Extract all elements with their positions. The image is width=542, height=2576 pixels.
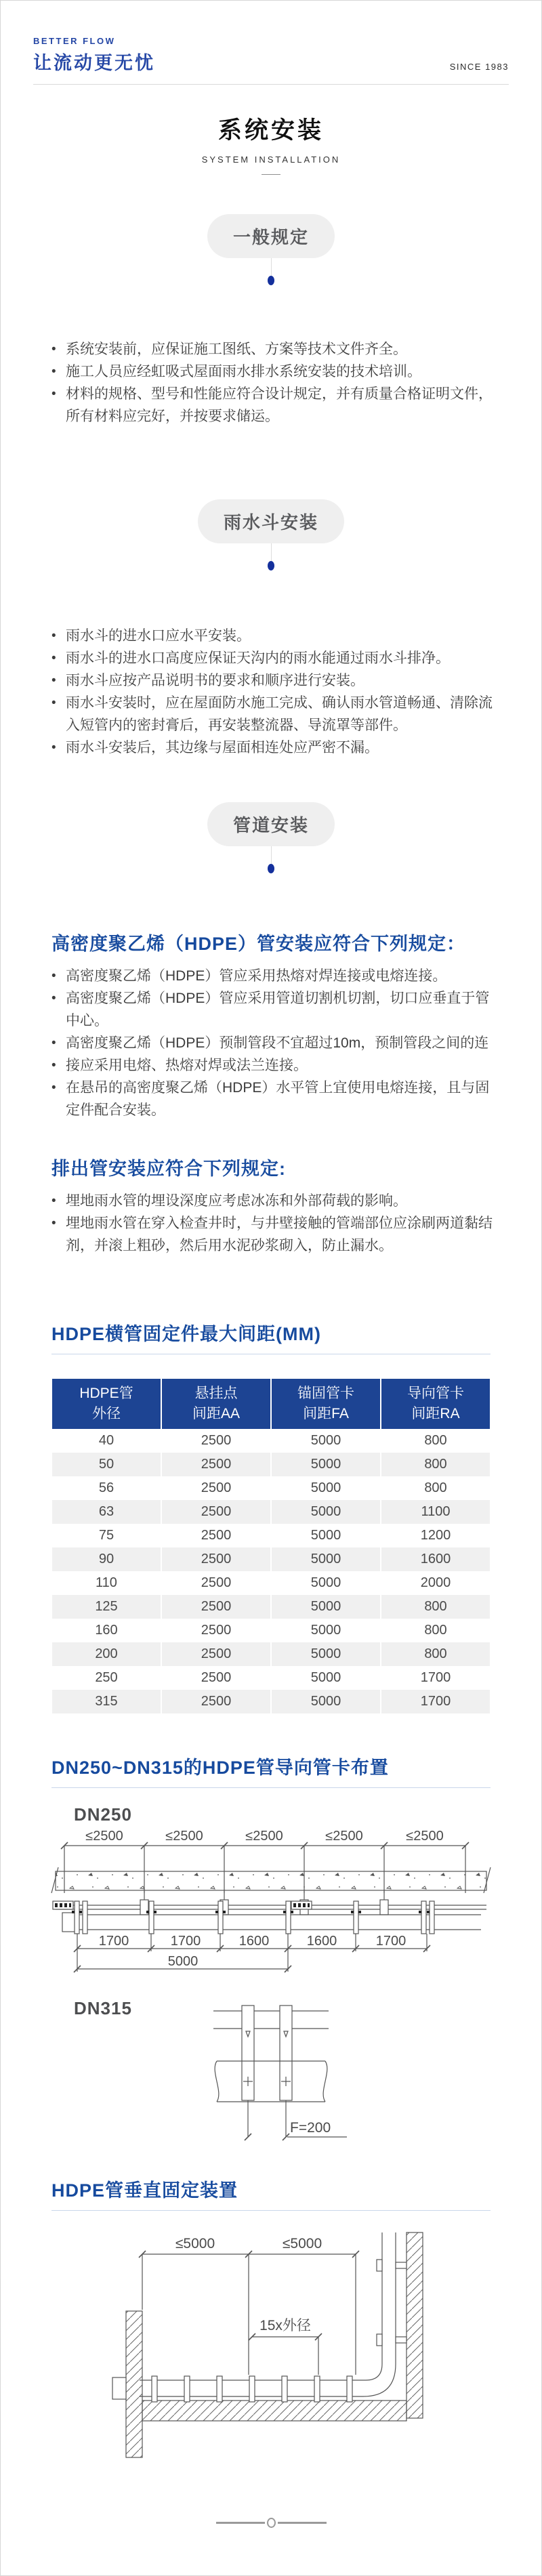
dim-label: ≤2500 — [245, 1829, 283, 1844]
dn250-diagram-wrap — [1, 1825, 541, 1986]
hopper-bullet-list — [1, 625, 541, 759]
footer-line — [278, 2522, 327, 2524]
dn315-diagram-wrap — [1, 2019, 541, 2158]
dim-label: 15x外径 — [259, 2318, 311, 2333]
dn315-diagram — [149, 1999, 393, 2155]
dim-label: 1600 — [306, 1934, 337, 1949]
table-row: 110 2500 5000 2000 — [96, 1575, 451, 1590]
dim-label: ≤5000 — [175, 2236, 215, 2251]
heading-hdpe-rules: 高密度聚乙烯（HDPE）管安装应符合下列规定： — [51, 934, 466, 954]
list-item: • 雨水斗安装时，应在屋面防水施工完成、确认雨水管道畅通、清除流入短管内的密封膏后，再安装整流器、导流罩等部件。 — [51, 692, 501, 736]
brand-tagline-en: BETTER FLOW — [33, 36, 116, 46]
spacing-table — [51, 1379, 491, 1713]
footer-circle — [267, 2518, 276, 2528]
table-row: 250 2500 5000 1700 — [95, 1670, 451, 1685]
title-divider — [262, 174, 280, 175]
dim-label: ≤2500 — [406, 1829, 444, 1844]
col-header: HDPE管 外径 — [52, 1379, 161, 1429]
list-item: • 埋地雨水管在穿入检查井时，与井壁接触的管端部位应涂刷两道黏结剂，并滚上粗砂，然后用水泥砂浆砌入，防止漏水。 — [51, 1212, 501, 1257]
list-item: • 雨水斗安装后，其边缘与屋面相连处应严密不漏。 — [51, 736, 501, 759]
section-pipe — [1, 802, 541, 873]
page-header — [1, 1, 541, 85]
connector-line — [271, 543, 272, 561]
table-title: HDPE横管固定件最大间距(MM) — [51, 1324, 321, 1344]
list-item: • 雨水斗的进水口高度应保证天沟内的雨水能通过雨水斗排净。 — [51, 647, 501, 669]
dim-label: 1700 — [98, 1934, 129, 1949]
table-row: 40 2500 5000 800 — [98, 1433, 447, 1448]
table-row: 90 2500 5000 1600 — [52, 1547, 490, 1571]
dim-label: ≤2500 — [165, 1829, 203, 1844]
connector-dot — [268, 864, 274, 873]
hdpe-rules-list — [1, 965, 541, 1121]
section-general — [1, 214, 541, 285]
connector-line — [271, 846, 272, 864]
connector-line — [271, 258, 272, 276]
vertical-fixing-diagram — [95, 2230, 447, 2461]
col-header: 锚固管卡 间距FA — [272, 1379, 380, 1429]
list-item: • 系统安装前，应保证施工图纸、方案等技术文件齐全。 — [51, 338, 501, 360]
list-item: • 在悬吊的高密度聚乙烯（HDPE）水平管上宜使用电熔连接，且与固定件配合安装。 — [51, 1077, 501, 1121]
vertical-heading-divider — [51, 2210, 491, 2211]
list-item: • 埋地雨水管的埋设深度应考虑冰冻和外部荷载的影响。 — [51, 1190, 501, 1212]
table-row: 50 2500 5000 800 — [52, 1453, 490, 1476]
table-row: 125 2500 5000 800 — [52, 1595, 490, 1619]
footer-ornament — [1, 2518, 541, 2528]
general-bullet-list — [1, 338, 541, 428]
table-row: 63 2500 5000 1100 — [52, 1500, 490, 1524]
brand-logo — [33, 36, 155, 75]
outlet-rules-list — [1, 1190, 541, 1257]
section-badge-hopper: 雨水斗安装 — [198, 499, 344, 543]
list-item: • 高密度聚乙烯（HDPE）管应采用热熔对焊连接或电熔连接。 — [51, 965, 501, 987]
list-item: • 雨水斗的进水口应水平安装。 — [51, 625, 501, 647]
dim-label: ≤2500 — [85, 1829, 123, 1844]
connector-dot — [268, 276, 274, 285]
table-row: 160 2500 5000 800 — [95, 1623, 447, 1638]
since-label: SINCE 1983 — [449, 62, 509, 72]
dn250-diagram — [47, 1825, 495, 1982]
table-row: 200 2500 5000 800 — [52, 1642, 490, 1666]
list-item: • 高密度聚乙烯（HDPE）管应采用管道切割机切割，切口应垂直于管中心。 — [51, 987, 501, 1032]
connector-dot — [268, 561, 274, 570]
section-badge-pipe: 管道安装 — [207, 802, 335, 846]
vertical-diagram-wrap — [1, 2230, 541, 2465]
list-item: • 材料的规格、型号和性能应符合设计规定，并有质量合格证明文件，所有材料应完好，并按要求储运。 — [51, 383, 501, 428]
table-row: 56 2500 5000 800 — [98, 1480, 447, 1495]
dim-label: 5000 — [167, 1954, 199, 1969]
layout-heading-divider — [51, 1787, 491, 1788]
col-header: 悬挂点 间距AA — [162, 1379, 270, 1429]
dn250-label: DN250 — [74, 1804, 132, 1825]
table-row: 75 2500 5000 1200 — [98, 1528, 451, 1543]
col-header: 导向管卡 间距RA — [381, 1379, 490, 1429]
list-item: • 接应采用电熔、热熔对焊或法兰连接。 — [51, 1054, 501, 1077]
page-title: 系统安装 — [217, 117, 324, 144]
dim-label: ≤5000 — [282, 2236, 322, 2251]
list-item: • 施工人员应经虹吸式屋面雨水排水系统安装的技术培训。 — [51, 360, 501, 383]
list-item: • 高密度聚乙烯（HDPE）预制管段不宜超过10m，预制管段之间的连 — [51, 1032, 501, 1054]
table-row: 315 2500 5000 1700 — [52, 1690, 490, 1713]
dim-label: ≤2500 — [325, 1829, 363, 1844]
footer-line — [216, 2522, 265, 2524]
table-header-row — [52, 1379, 490, 1429]
vertical-heading: HDPE管垂直固定装置 — [51, 2180, 238, 2201]
dim-label: 1700 — [375, 1934, 406, 1949]
section-hopper — [1, 499, 541, 570]
dim-label: F=200 — [290, 2120, 331, 2136]
dim-label: 1600 — [238, 1934, 270, 1949]
dim-label: 1700 — [170, 1934, 201, 1949]
dn315-label: DN315 — [74, 1998, 132, 2018]
layout-heading: DN250~DN315的HDPE管导向管卡布置 — [51, 1758, 389, 1778]
list-item: • 雨水斗应按产品说明书的要求和顺序进行安装。 — [51, 669, 501, 692]
brand-logo-text: 让流动更无忧 — [33, 53, 155, 73]
heading-outlet-rules: 排出管安装应符合下列规定: — [51, 1159, 286, 1179]
section-badge-general: 一般规定 — [207, 214, 335, 258]
title-block — [1, 112, 541, 175]
page-subtitle: SYSTEM INSTALLATION — [201, 154, 341, 165]
